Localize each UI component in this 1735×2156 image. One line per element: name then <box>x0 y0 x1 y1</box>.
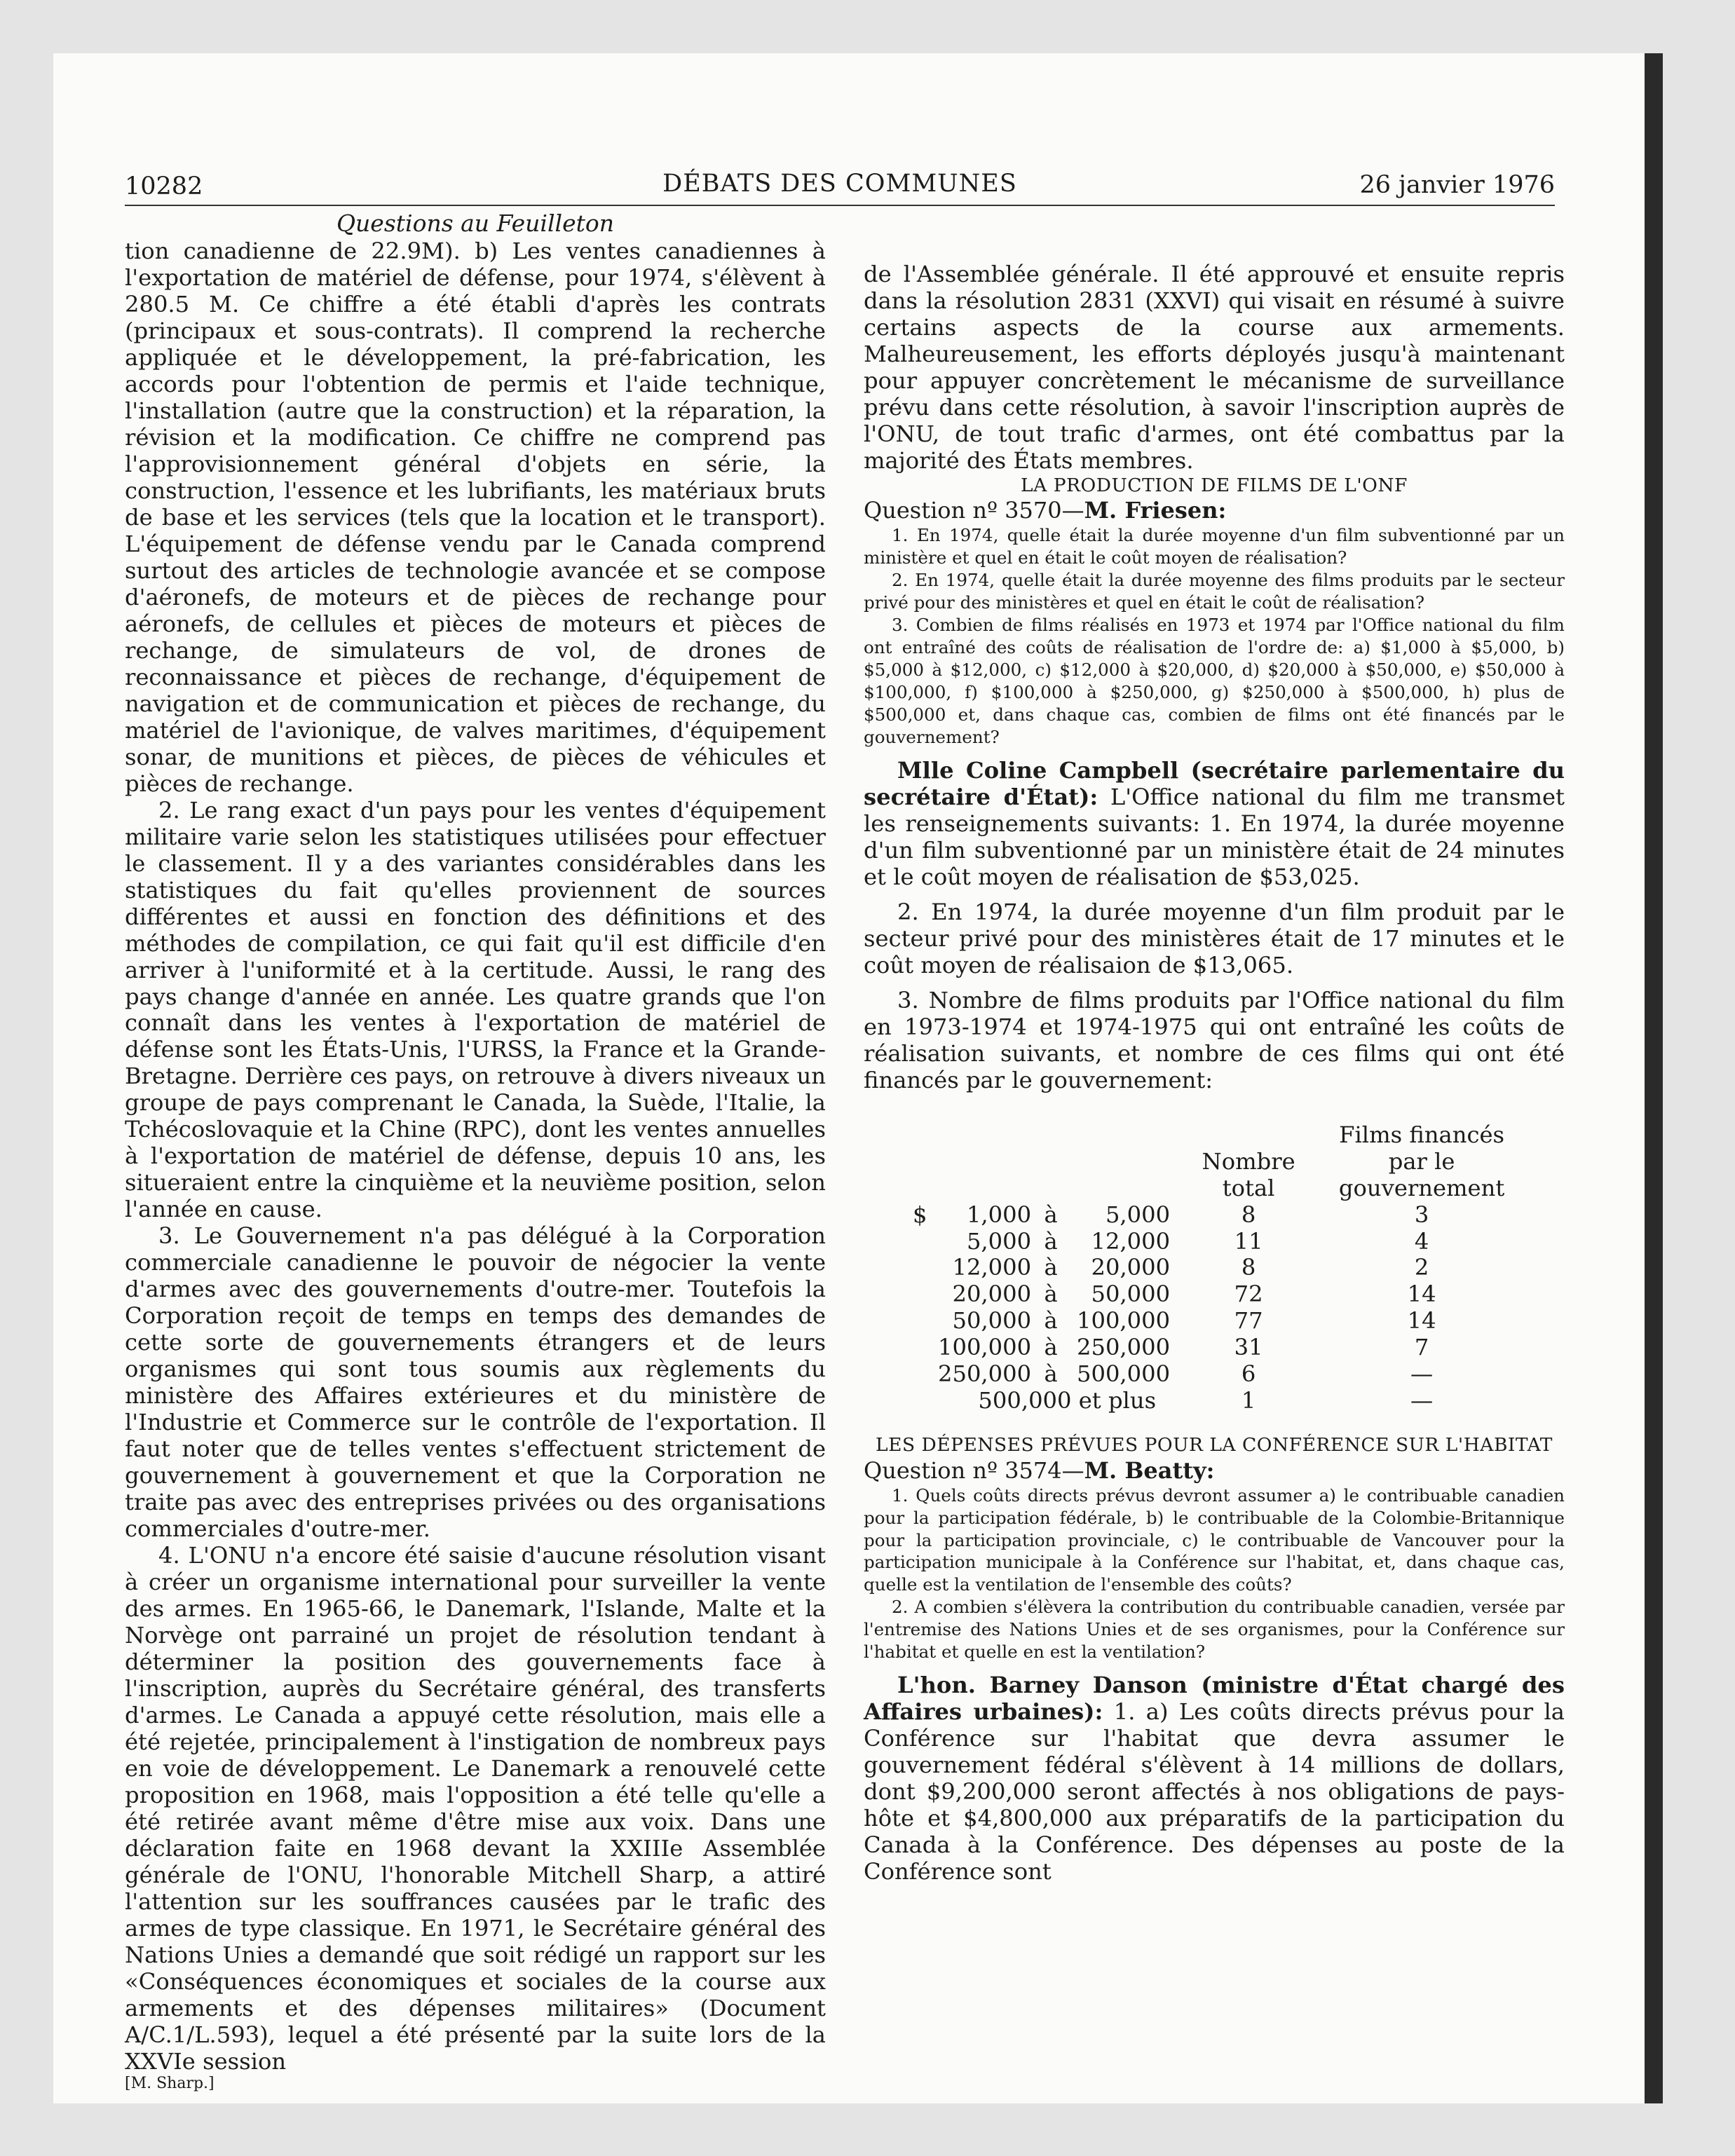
answer-text: 1. a) Les coûts directs prévus pour la Conférence sur l'habitat que devra assumer le gouvernement fédéral s'élèvent à 14 millions de dollars, dont $9,200,000 seront affectés à nos obligations de pays-hôte et $4,800,000 aux préparatifs de la participation du Canada à la Conférence. Des dépenses au poste de la Conférence sont <box>864 1698 1565 1885</box>
cell-govt: 7 <box>1414 1334 1429 1361</box>
question-3570 <box>864 498 1565 524</box>
paragraph-rank: 2. Le rang exact d'un pays pour les ventes d'équipement militaire varie selon les statistiques utilisées pour effectuer le classement. Il y a des variantes considérables dans les statistiques du fait qu'elles proviennent de sources différentes et aussi en fonction des définitions et des méthodes de compilation, ce qui fait qu'il est difficile d'en arriver à l'uniformité et à la certitude. Aussi, le rang des pays change d'année en année. Les quatre grands que l'on connaît dans les ventes à l'exportation de matériel de défense sont les États-Unis, l'URSS, la France et la Grande-Bretagne. Derrière ces pays, on retrouve à divers niveaux un groupe de pays comprenant le Canada, la Suède, l'Italie, la Tchécoslovaquie et la Chine (RPC), dont les ventes annuelles à l'exportation de matériel de défense, depuis 10 ans, les situeraient entre la cinquième et la neuvième position, selon l'année en cause. <box>125 796 826 1223</box>
paragraph-corporation: 3. Le Gouvernement n'a pas délégué à la Corporation commerciale canadienne le pouvoir de négocier la vente d'armes avec des gouvernements d'outre-mer. Toutefois la Corporation reçoit de temps en temps des demandes de cette sorte de gouvernements étrangers et de leurs organismes qui sont tous soumis aux règlements du ministère des Affaires extérieures et du ministère de l'Industrie et Commerce sur le contrôle de l'exportation. Il faut noter que de telles ventes s'effectuent strictement de gouvernement à gouvernement et que la Corporation ne traite pas avec des entreprises privées ou des organisations commerciales d'outre-mer. <box>125 1222 826 1543</box>
table-row <box>913 1387 1520 1414</box>
table-row <box>913 1228 1520 1255</box>
speaker-name: L'hon. Barney Danson (ministre d'État chargé des Affaires urbaines): <box>864 1672 1565 1726</box>
cell-govt: — <box>1410 1360 1434 1388</box>
cell-to: 5,000 <box>1105 1201 1171 1228</box>
answer-paragraph-2: 2. En 1974, la durée moyenne d'un film produit par le secteur privé pour des ministères était de 17 minutes et le coût moyen de réalisaion de $13,065. <box>864 898 1565 978</box>
table-row <box>913 1360 1520 1387</box>
cell-total: 31 <box>1234 1334 1263 1361</box>
question-member: M. Friesen: <box>1084 497 1227 524</box>
cell-to: 50,000 <box>1091 1281 1171 1308</box>
answer-campbell <box>864 757 1565 890</box>
cell-from: 12,000 <box>952 1254 1032 1281</box>
question-label: Question nº 3570— <box>864 497 1084 524</box>
cell-to: 250,000 <box>1077 1334 1171 1361</box>
question-item: 1. En 1974, quelle était la durée moyenne d'un film subventionné par un ministère et quel en était le coût moyen de réalisation? <box>864 525 1565 568</box>
paragraph-onu: 4. L'ONU n'a encore été saisie d'aucune résolution visant à créer un organisme international pour surveiller la vente des armes. En 1965-66, le Danemark, l'Islande, Malte et la Norvège ont parrainé un projet de résolution tendant à déterminer la position des gouvernements face à l'inscription, auprès du Secrétaire général, des transferts d'armes. Le Canada a appuyé cette résolution, mais elle a été rejetée, principalement à l'instigation de nombreux pays en voie de développement. Le Danemark a renouvelé cette proposition en 1968, mais l'opposition a été telle qu'elle a été retirée avant même d'être mise aux voix. Dans une déclaration faite en 1968 devant la XXIIIe Assemblée générale de l'ONU, l'honorable Mitchell Sharp, a attiré l'attention sur les souffrances causées par le trafic des armes de type classique. En 1971, le Secrétaire général des Nations Unies a demandé que soit rédigé un rapport sur les «Conséquences économiques et sociales de la course aux armements et des dépenses militaires» (Document A/C.1/L.593), lequel a été présenté par la suite lors de la XXVIe session <box>125 1542 826 2075</box>
cell-joiner: à <box>1044 1281 1058 1308</box>
speaker-name: Mlle Coline Campbell (secrétaire parlementaire du secrétaire d'État): <box>864 756 1565 810</box>
cell-govt: 4 <box>1414 1227 1429 1255</box>
cell-from: 100,000 <box>938 1334 1032 1361</box>
paragraph-continuation: tion canadienne de 22.9M). b) Les ventes canadiennes à l'exportation de matériel de défense, pour 1974, s'élèvent à 280.5 M. Ce chiffre a été établi d'après les contrats (principaux et sous-contrats). Il comprend la recherche appliquée et le développement, la pré-fabrication, les accords pour l'obtention de permis et l'aide technique, l'installation (autre que la construction) et la réparation, la révision et la modification. Ce chiffre ne comprend pas l'approvisionnement général d'objets en série, la construction, l'essence et les lubrifiants, les matériaux bruts de base et les services (tels que la location et le transport). L'équipement de défense vendu par le Canada comprend surtout des articles de technologie avancée et se compose d'aéronefs, de moteurs et de pièces de rechange pour aéronefs, de cellules et pièces de moteurs et pièces de rechange, de simulateurs de vol, de drones de reconnaissance et pièces de rechange, d'équipement de navigation et de communication et pièces de rechange, du matériel de l'avionique, de valves maritimes, d'équipement sonar, de munitions et pièces, de pièces de véhicules et pièces de rechange. <box>125 237 826 797</box>
table-header-row <box>913 1121 1520 1201</box>
heading-habitat-conference: LES DÉPENSES PRÉVUES POUR LA CONFÉRENCE SUR L'HABITAT <box>876 1434 1553 1456</box>
cell-govt: 2 <box>1414 1254 1429 1281</box>
cell-from: 50,000 <box>952 1307 1032 1335</box>
cell-to: 100,000 <box>1077 1307 1171 1335</box>
cell-total: 8 <box>1241 1201 1256 1228</box>
issue-date: 26 janvier 1976 <box>1359 171 1555 199</box>
heading-onf-films: LA PRODUCTION DE FILMS DE L'ONF <box>1021 474 1408 496</box>
left-column <box>125 210 826 2093</box>
question-item: 1. Quels coûts directs prévus devront assumer a) le contribuable canadien pour la participation fédérale, b) le contribuable de la Colombie-Britannique pour la participation provinciale, c) le contribuable de Vancouver pour la participation municipale à la Conférence sur l'habitat, et, dans chaque cas, quelle est la ventilation de l'ensemble des coûts? <box>864 1485 1565 1595</box>
question-item: 2. A combien s'élèvera la contribution du contribuable canadien, versée par l'entremise des Nations Unies et de ses organismes, pour la Conférence sur l'habitat et quelle en est la ventilation? <box>864 1597 1565 1663</box>
author-note: [M. Sharp.] <box>125 2074 215 2092</box>
films-cost-table <box>913 1121 1520 1414</box>
cell-joiner: à <box>1044 1227 1058 1255</box>
running-head <box>125 167 1555 206</box>
page-number: 10282 <box>125 172 203 200</box>
cell-govt: 14 <box>1407 1307 1436 1335</box>
header-total: Nombre total <box>1202 1147 1295 1201</box>
cell-total: 77 <box>1234 1307 1263 1335</box>
answer-text: L'Office national du film me transmet les renseignements suivants: 1. En 1974, la durée moyenne d'un film subventionné par un ministère était de 24 minutes et le coût moyen de réalisation de $53,025. <box>864 783 1565 890</box>
table-row <box>913 1307 1520 1334</box>
answer-danson <box>864 1672 1565 1885</box>
cell-to: 12,000 <box>1091 1227 1171 1255</box>
cell-joiner: à <box>1044 1360 1058 1388</box>
cell-joiner: à <box>1044 1307 1058 1335</box>
question-3574 <box>864 1458 1565 1485</box>
cell-to: 20,000 <box>1091 1254 1171 1281</box>
publication-title: DÉBATS DES COMMUNES <box>662 170 1017 198</box>
table-row <box>913 1201 1520 1228</box>
table-row <box>913 1281 1520 1307</box>
right-column <box>864 261 1565 1885</box>
cell-to: 500,000 <box>1077 1360 1171 1388</box>
cell-total: 8 <box>1241 1254 1256 1281</box>
table-row <box>913 1254 1520 1281</box>
question-item: 2. En 1974, quelle était la durée moyenne des films produits par le secteur privé pour des ministères et quel en était le coût de réalisation? <box>864 570 1565 613</box>
cell-govt: — <box>1410 1387 1434 1414</box>
cell-joiner: à <box>1044 1334 1058 1361</box>
cell-govt: 14 <box>1407 1281 1436 1308</box>
question-label: Question nº 3574— <box>864 1456 1084 1484</box>
cell-total: 72 <box>1234 1281 1263 1308</box>
paragraph-continuation-right: de l'Assemblée générale. Il été approuvé et ensuite repris dans la résolution 2831 (XXVI) qui visait en résumé à suivre certains aspects de la course aux armements. Malheureusement, les efforts déployés jusqu'à maintenant pour appuyer concrètement le mécanisme de surveillance prévu dans cette résolution, à savoir l'inscription auprès de l'ONU, de tout trafic d'armes, ont été combattus par la majorité des États membres. <box>864 261 1565 474</box>
cell-from: 5,000 <box>966 1227 1032 1255</box>
cell-from: 1,000 <box>966 1201 1032 1228</box>
question-item: 3. Combien de films réalisés en 1973 et 1974 par l'Office national du film ont entraîné des coûts de réalisation de l'ordre de: a) $1,000 à $5,000, b) $5,000 à $12,000, c) $12,000 à $20,000, d) $20,000 à $50,000, e) $50,000 à $100,000, f) $100,000 à $250,000, g) $250,000 à $500,000, h) plus de $500,000 et, dans chaque cas, combien de films ont été financés par le gouvernement? <box>864 614 1565 747</box>
cell-total: 1 <box>1241 1387 1256 1414</box>
cell-joiner: à <box>1044 1254 1058 1281</box>
table-row <box>913 1334 1520 1360</box>
section-title: Questions au Feuilleton <box>336 210 614 237</box>
header-govt: Films financés par le gouvernement <box>1338 1121 1505 1201</box>
dollar-sign: $ <box>913 1201 927 1228</box>
answer-paragraph-3: 3. Nombre de films produits par l'Office national du film en 1973-1974 et 1974-1975 qui ont entraîné les coûts de réalisation suivants, et nombre de ces films qui ont été financés par le gouvernement: <box>864 986 1565 1093</box>
cell-total: 11 <box>1234 1227 1263 1255</box>
cell-from: 250,000 <box>938 1360 1032 1388</box>
cell-from: 20,000 <box>952 1281 1032 1308</box>
cell-range-open: 500,000 et plus <box>978 1387 1157 1414</box>
question-member: M. Beatty: <box>1084 1456 1215 1484</box>
page-edge-shadow <box>1645 53 1663 2103</box>
cell-joiner: à <box>1044 1201 1058 1228</box>
cell-govt: 3 <box>1414 1201 1429 1228</box>
cell-total: 6 <box>1241 1360 1256 1388</box>
